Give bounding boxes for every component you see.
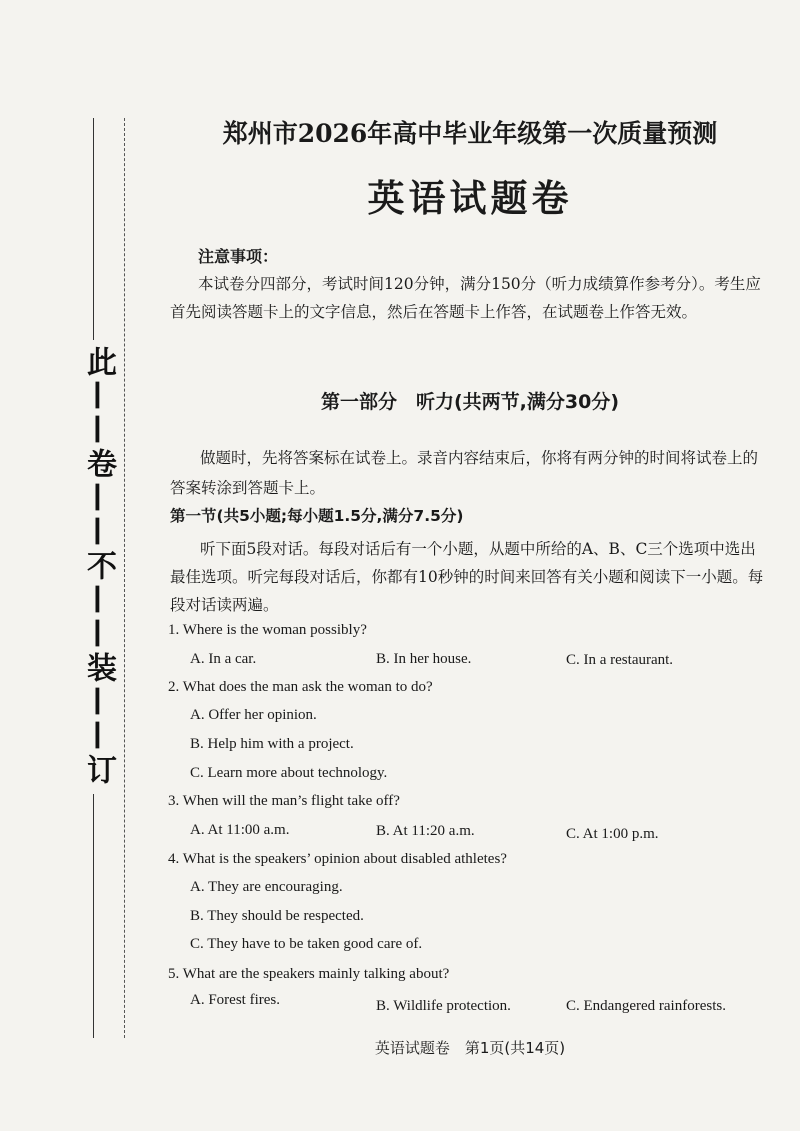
question-4-option-b: B. They should be respected. (190, 908, 364, 924)
question-5-option-c: C. Endangered rainforests. (566, 998, 726, 1014)
part1-heading: 第一部分 听力(共两节,满分30分) (320, 391, 620, 413)
question-5-stem: 5. What are the speakers mainly talking about? (168, 966, 450, 982)
question-3-option-b: B. At 11:20 a.m. (376, 823, 475, 839)
question-1-option-c: C. In a restaurant. (566, 652, 674, 668)
question-2-option-a: A. Offer her opinion. (190, 707, 317, 723)
question-2-option-c: C. Learn more about technology. (190, 765, 388, 781)
question-3-option-a: A. At 11:00 a.m. (190, 822, 290, 838)
section1-heading: 第一节(共5小题;每小题1.5分,满分7.5分) (170, 507, 464, 525)
notice-heading: 注意事项： (198, 247, 279, 266)
binding-dashed-rule (124, 118, 125, 1038)
question-4-option-c: C. They have to be taken good care of. (190, 936, 423, 952)
question-1-option-b: B. In her house. (376, 651, 472, 667)
question-4-stem: 4. What is the speakers’ opinion about disabled athletes? (168, 851, 507, 867)
question-1-option-a: A. In a car. (190, 651, 257, 667)
question-1-stem: 1. Where is the woman possibly? (168, 622, 367, 638)
page-footer: 英语试题卷 第1页(共14页) (374, 1039, 566, 1057)
question-4-option-a: A. They are encouraging. (190, 879, 343, 895)
question-2-option-b: B. Help him with a project. (190, 736, 354, 752)
question-5-option-a: A. Forest fires. (190, 992, 280, 1008)
exam-subtitle: 英语试题卷 (367, 177, 573, 220)
binding-margin-text: 此——卷——不——装——订 (60, 340, 120, 794)
exam-title: 郑州市2026年高中毕业年级第一次质量预测 (222, 119, 718, 148)
question-2-stem: 2. What does the man ask the woman to do? (168, 679, 433, 695)
part1-instructions: 做题时，先将答案标在试卷上。录音内容结束后，你将有两分钟的时间将试卷上的答案转涂到答题卡上。 (170, 449, 759, 497)
section1-instructions: 听下面5段对话。每段对话后有一个小题，从题中所给的A、B、C三个选项中选出最佳选项。听完每段对话后，你都有10秒钟的时间来回答有关小题和阅读下一小题。每段对话读两遍。 (170, 540, 764, 614)
question-3-option-c: C. At 1:00 p.m. (566, 826, 659, 842)
notice-body: 本试卷分四部分，考试时间120分钟，满分150分（听力成绩算作参考分）。考生应首先阅读答题卡上的文字信息，然后在答题卡上作答，在试题卷上作答无效。 (170, 275, 761, 321)
question-5-option-b: B. Wildlife protection. (376, 998, 511, 1014)
question-3-stem: 3. When will the man’s flight take off? (168, 793, 400, 809)
